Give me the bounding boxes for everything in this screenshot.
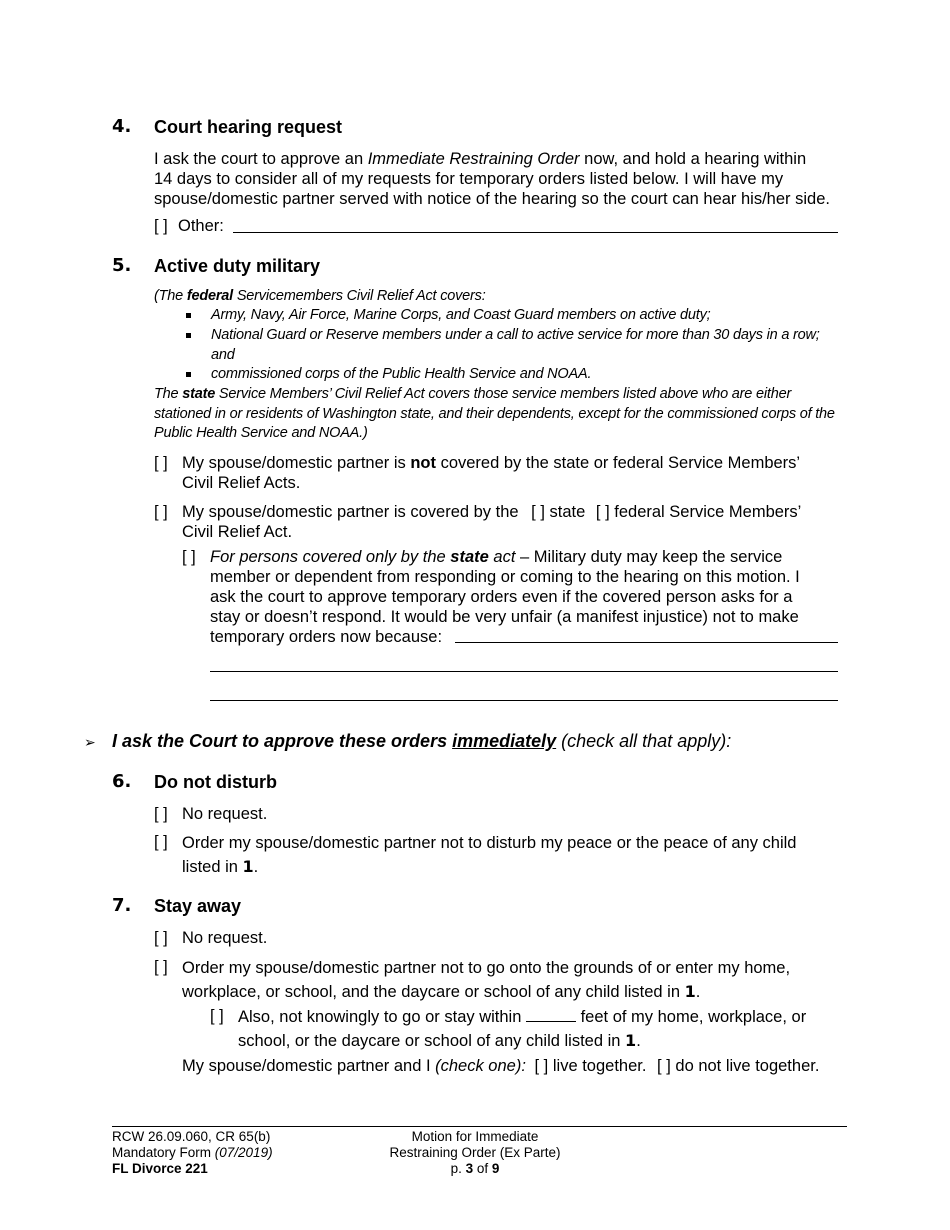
footer-title-1: Motion for Immediate	[411, 1129, 539, 1144]
section-4-paragraph	[154, 149, 874, 209]
bullet-item-2: National Guard or Reserve members under a call to active service for more than 30 days in a row;	[211, 327, 820, 343]
s6-order-checkbox[interactable]: [ ]	[154, 833, 168, 851]
opt1-bold: not	[410, 454, 436, 472]
federal-intro	[154, 287, 854, 307]
live-a: My spouse/domestic partner and I	[182, 1057, 436, 1075]
state-checkbox-label: state	[549, 503, 586, 521]
reason-input-line-3[interactable]	[210, 700, 838, 701]
bullet-item-2-cont: and	[211, 347, 235, 363]
s7-no-request-label: No request.	[182, 929, 268, 947]
footer-page-total: 9	[491, 1161, 500, 1176]
sub-line5: temporary orders now because:	[210, 628, 443, 646]
footer-form-id: FL Divorce 221	[112, 1161, 208, 1176]
footer-divider	[112, 1126, 847, 1127]
bullet-item-1: Army, Navy, Air Force, Marine Corps, and Coast Guard members on active duty;	[211, 307, 711, 323]
state-note-a: The	[154, 386, 183, 402]
section-7-title: Stay away	[154, 896, 242, 916]
sub-italic-b: act	[488, 548, 516, 566]
federal-intro-b: Servicemembers Civil Relief Act covers:	[233, 288, 486, 304]
reason-input-line-2[interactable]	[210, 671, 838, 672]
footer-page-prefix: p.	[450, 1161, 466, 1176]
s6-order-line2: listed in	[182, 858, 243, 876]
s6-no-request-checkbox[interactable]: [ ]	[154, 805, 168, 823]
footer-mandatory: Mandatory Form	[112, 1145, 215, 1160]
s7-ref: 1	[684, 982, 696, 1001]
s6-ref: 1	[242, 857, 254, 876]
s7-also-line2: school, or the daycare or school of any child listed in	[238, 1032, 626, 1050]
s7-order-option	[182, 957, 872, 1004]
state-note-line2: stationed in or residents of Washington state, and their dependents, except for the commissioned corps of the	[154, 405, 835, 422]
footer-page-number: 3	[465, 1161, 474, 1176]
sub-rest: – Military duty may keep the service	[515, 548, 783, 566]
other-label: Other:	[178, 217, 224, 235]
opt1-b: covered by the state or federal Service Members’	[436, 454, 801, 472]
s6-period: .	[253, 858, 259, 876]
s4-text-italic: Immediate Restraining Order	[367, 150, 580, 168]
footer-left	[112, 1129, 273, 1177]
state-note-line3: Public Health Service and NOAA.)	[154, 425, 368, 441]
section-6-title: Do not disturb	[154, 772, 277, 792]
federal-intro-a: (The	[154, 288, 187, 304]
bullet-icon	[186, 372, 191, 377]
live-together-checkbox[interactable]: [ ]	[534, 1057, 549, 1075]
section-5-title: Active duty military	[154, 256, 321, 276]
state-only-checkbox[interactable]: [ ]	[182, 548, 196, 566]
s7-also-period: .	[636, 1032, 641, 1050]
state-only-option	[210, 547, 850, 647]
bullet-icon	[186, 333, 191, 338]
s7-order-line1: Order my spouse/domestic partner not to go onto the grounds of or enter my home,	[182, 959, 791, 977]
opt2-line2: Civil Relief Act.	[182, 523, 293, 541]
s6-order-line1: Order my spouse/domestic partner not to disturb my peace or the peace of any child	[182, 834, 797, 852]
not-live-together-checkbox[interactable]: [ ]	[657, 1057, 671, 1075]
reason-input-line-1[interactable]	[455, 642, 838, 643]
s6-no-request-label: No request.	[182, 805, 268, 823]
footer-title-2: Restraining Order (Ex Parte)	[389, 1145, 561, 1160]
covered-option	[182, 502, 872, 542]
section-4-number: 4.	[112, 116, 132, 137]
other-checkbox[interactable]: [ ]	[154, 217, 168, 235]
sub-line4: stay or doesn’t respond. It would be very unfair (a manifest injustice) not to make	[210, 608, 799, 626]
opt1-line2: Civil Relief Acts.	[182, 474, 301, 492]
state-note-b: Service Members’ Civil Relief Act covers those service members listed above who are either	[215, 386, 792, 402]
sub-line2: member or dependent from responding or coming to the hearing on this motion. I	[210, 568, 800, 586]
s7-also-b: feet of my home, workplace, or	[580, 1008, 807, 1026]
state-act-note	[154, 385, 854, 444]
arrow-bullet-icon: ➢	[84, 734, 96, 750]
s4-line3: spouse/domestic partner served with notice of the hearing so the court can hear his/her side.	[154, 190, 830, 208]
section-7-number: 7.	[112, 895, 132, 916]
not-covered-checkbox[interactable]: [ ]	[154, 454, 168, 472]
sub-line3: ask the court to approve temporary orders even if the covered person asks for a	[210, 588, 793, 606]
s7-also-option	[238, 1006, 858, 1053]
s7-no-request-checkbox[interactable]: [ ]	[154, 929, 168, 947]
sub-italic-a: For persons covered only by the	[210, 548, 451, 566]
not-covered-option	[182, 453, 862, 493]
live-italic: (check one):	[435, 1057, 526, 1075]
sub-bold: state	[450, 548, 489, 566]
s7-order-checkbox[interactable]: [ ]	[154, 958, 168, 976]
footer-page-of: of	[473, 1161, 492, 1176]
s4-text-b: now, and hold a hearing within	[579, 150, 807, 168]
federal-checkbox[interactable]: [ ]	[595, 503, 610, 521]
request-heading	[112, 731, 731, 751]
covered-checkbox[interactable]: [ ]	[154, 503, 168, 521]
s7-order-line2: workplace, or school, and the daycare or school of any child listed in	[182, 983, 685, 1001]
s6-order-option	[182, 832, 862, 879]
s7-also-checkbox[interactable]: [ ]	[210, 1007, 224, 1025]
opt1-a: My spouse/domestic partner is	[182, 454, 411, 472]
not-live-together-label: do not live together.	[675, 1057, 820, 1075]
footer-rcw: RCW 26.09.060, CR 65(b)	[112, 1129, 271, 1144]
s4-line2: 14 days to consider all of my requests for temporary orders listed below. I will have my	[154, 170, 784, 188]
state-checkbox[interactable]: [ ]	[531, 503, 545, 521]
footer-center	[375, 1129, 575, 1177]
s4-text-a: I ask the court to approve an	[154, 150, 368, 168]
federal-intro-bold: federal	[186, 288, 233, 304]
section-6-number: 6.	[112, 771, 132, 792]
section-5-number: 5.	[112, 255, 132, 276]
state-note-bold: state	[182, 386, 216, 402]
s7-also-ref: 1	[625, 1031, 637, 1050]
bullet-icon	[186, 313, 191, 318]
opt2-a: My spouse/domestic partner is covered by the	[182, 503, 519, 521]
other-input-line[interactable]	[233, 232, 838, 233]
request-underlined: immediately	[452, 731, 557, 751]
footer-date: (07/2019)	[214, 1145, 273, 1160]
section-4-title: Court hearing request	[154, 117, 343, 137]
feet-input-line[interactable]	[526, 1007, 576, 1022]
request-b: (check all that apply):	[556, 731, 732, 751]
bullet-item-3: commissioned corps of the Public Health Service and NOAA.	[211, 366, 592, 382]
s7-also-a: Also, not knowingly to go or stay within	[238, 1008, 522, 1026]
request-a: I ask the Court to approve these orders	[112, 731, 453, 751]
live-together-row	[182, 1056, 819, 1076]
s7-period: .	[695, 983, 701, 1001]
section-4-other-row	[154, 216, 224, 236]
live-together-label: live together.	[552, 1057, 647, 1075]
federal-checkbox-label: federal Service Members’	[614, 503, 802, 521]
